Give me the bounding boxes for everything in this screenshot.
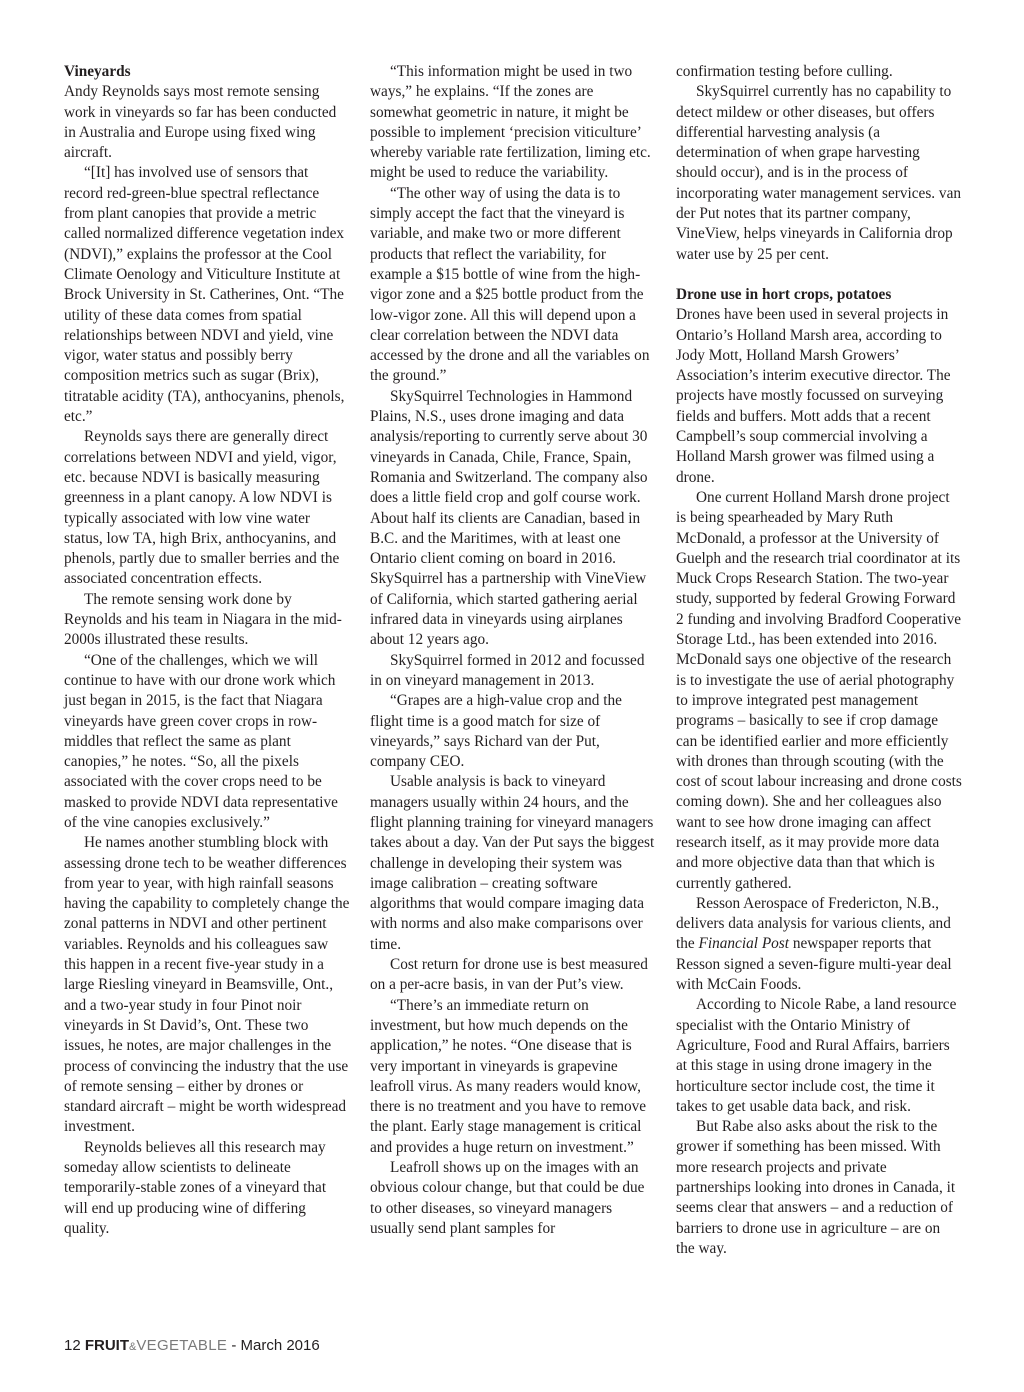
section-heading-vineyards: Vineyards: [64, 63, 131, 80]
issue-date: - March 2016: [227, 1337, 320, 1354]
paragraph: SkySquirrel Technologies in Hammond Plains, N.S., uses drone imaging and data analysis/reporting to currently serve about 30 vineyards in Canada, Chile, France, Spain, Romania and Switzerland. The company also does a little field crop and golf course work. About half its clients are Canadian, based in B.C. and the Maritimes, with at least one Ontario client coming on board in 2016. SkySquirrel has a partnership with VineView of California, which started gathering aerial infrared data in vineyards using airplanes about 12 years ago.: [370, 387, 648, 649]
paragraph: “The other way of using the data is to simply accept the fact that the vineyard is variable, and make two or more different products that reflect the variability, for example a $15 bottle of wine from the high-vigor zone and a $25 bottle product from the low-vigor zone. All this will depend upon a clear correlation between the NDVI data accessed by the drone and all the variables on the ground.”: [370, 184, 650, 385]
paragraph: [676, 894, 962, 995]
magazine-brand-vegetable: VEGETABLE: [136, 1337, 228, 1354]
paragraph: One current Holland Marsh drone project is being spearheaded by Mary Ruth McDonald, a professor at the University of Guelph and the research trial coordinator at its Muck Crops Research Station. The two-year study, supported by federal Growing Forward 2 funding and involving Bradford Cooperative Storage Ltd., has been extended into 2016. McDonald says one objective of the research is to investigate the use of aerial photography to improve integrated pest management programs – basically to see if crop damage can be identified earlier and more efficiently with drones than through scouting (with the cost of scout labour increasing and drone costs coming down). She and her colleagues also want to see how drone imaging can affect research itself, as it may provide more data and more objective data than that which is currently gathered.: [676, 488, 962, 892]
paragraph: “Grapes are a high-value crop and the flight time is a good match for size of vineyards,” says Richard van der Put, company CEO.: [370, 692, 622, 771]
paragraph: “[It] has involved use of sensors that record red-green-blue spectral reflectance from plant canopies that provide a metric called normalized difference vegetation index (NDVI),” explains the professor at the Cool Climate Oenology and Viticulture Institute at Brock University in St. Catherines, Ont. “The utility of these data comes from spatial relationships between NDVI and yield, vine vigor, water status and possibly berry composition metrics such as sugar (Brix), titratable acidity (TA), anthocyanins, phenols, etc.”: [64, 164, 345, 426]
page-number: 12: [64, 1337, 81, 1354]
paragraph: Cost return for drone use is best measured on a per-acre basis, in van der Put’s view.: [370, 956, 648, 994]
paragraph: Reynolds says there are generally direct correlations between NDVI and yield, vigor, etc. because NDVI is basically measuring greenness in a plant canopy. A low NDVI is typically associated with low vine water status, low TA, high Brix, anthocyanins, and phenols, partly due to smaller berries and the associated concentration effects.: [64, 428, 340, 588]
paragraph: According to Nicole Rabe, a land resource specialist with the Ontario Ministry of Agriculture, Food and Rural Affairs, barriers at this stage in using drone imagery in the horticulture sector include cost, the time it takes to get usable data back, and risk.: [676, 996, 957, 1115]
article-column-3: [676, 62, 962, 1259]
paragraph: Reynolds believes all this research may someday allow scientists to delineate temporarily-stable zones of a vineyard that will end up producing wine of differing quality.: [64, 1138, 327, 1237]
magazine-brand-fruit: FRUIT: [84, 1337, 130, 1354]
paragraph: He names another stumbling block with assessing drone tech to be weather differences from year to year, with high rainfall seasons having the capability to completely change the zonal patterns in NDVI and other pertinent variables. Reynolds and his colleagues saw this happen in a recent five-year study in a large Riesling vineyard in Beamsville, Ont., and a two-year study in four Pinot noir vineyards in St David’s, Ont. These two issues, he notes, are major challenges in the process of convincing the industry that the use of remote sensing – either by drones or standard aircraft – might be worth widespread investment.: [64, 834, 350, 1136]
paragraph: But Rabe also asks about the risk to the grower if something has been missed. With more research projects and private partnerships looking into drones in Canada, it seems clear that answers – and a reduction of barriers to drone use in agriculture – are on the way.: [676, 1118, 956, 1257]
article-column-2: [370, 62, 656, 1239]
paragraph: The remote sensing work done by Reynolds and his team in Niagara in the mid-2000s illustrated these results.: [64, 590, 342, 649]
paragraph: Usable analysis is back to vineyard managers usually within 24 hours, and the flight planning training for vineyard managers takes about a day. Van der Put says the biggest challenge in developing their system was image calibration – creating software algorithms that would compare imaging data with norms and also make comparisons over time.: [370, 773, 655, 953]
paragraph: Andy Reynolds says most remote sensing work in vineyards so far has been conducted in Australia and Europe using fixed wing aircraft.: [64, 83, 337, 162]
paragraph: “There’s an immediate return on investment, but how much depends on the application,” he notes. “One disease that is very important in vineyards is grapevine leafroll virus. As many readers would know, there is no treatment and you have to remove the plant. Early stage management is critical and provides a huge return on investment.”: [370, 996, 647, 1156]
article-column-1: [64, 62, 350, 1239]
section-heading-hort-crops: Drone use in hort crops, potatoes: [676, 285, 892, 303]
paragraph: SkySquirrel currently has no capability to detect mildew or other diseases, but offers differential harvesting analysis (a determination of when grape harvesting should occur), and is in the process of incorporating water management services. van der Put notes that its partner company, VineView, helps vineyards in California drop water use by 25 per cent.: [676, 83, 962, 263]
paragraph: “This information might be used in two ways,” he explains. “If the zones are somewhat geometric in nature, it might be possible to implement ‘precision viticulture’ whereby variable rate fertilization, liming etc. might be used to reduce the variability.: [370, 63, 651, 182]
paragraph: confirmation testing before culling.: [676, 63, 893, 80]
paragraph: Leafroll shows up on the images with an obvious colour change, but that could be due to other diseases, so vineyard managers usually send plant samples for: [370, 1159, 645, 1237]
magazine-brand-ampersand: &: [129, 1341, 137, 1353]
publication-name: Financial Post: [698, 935, 790, 953]
paragraph-text: newspaper reports that Resson signed a seven-figure multi-year deal with McCain Foods.: [676, 935, 952, 994]
paragraph-text: Resson Aerospace of Fredericton, N.B., delivers data analysis for various clients, and the: [676, 894, 951, 953]
paragraph: “One of the challenges, which we will continue to have with our drone work which just began in 2015, is the fact that Niagara vineyards have green cover crops in row-middles that reflect the same as plant canopies,” he notes. “So, all the pixels associated with the cover crops need to be masked to provide NDVI data representative of the vine canopies exclusively.”: [64, 651, 338, 831]
page-footer: [64, 1336, 320, 1357]
paragraph: Drones have been used in several projects in Ontario’s Holland Marsh area, according to Jody Mott, Holland Marsh Growers’ Association’s interim executive director. The projects have mostly focussed on surveying fields and buffers. Mott adds that a recent Campbell’s soup commercial involving a Holland Marsh grower was filmed using a drone.: [676, 306, 951, 486]
paragraph: SkySquirrel formed in 2012 and focussed in on vineyard management in 2013.: [370, 651, 645, 689]
